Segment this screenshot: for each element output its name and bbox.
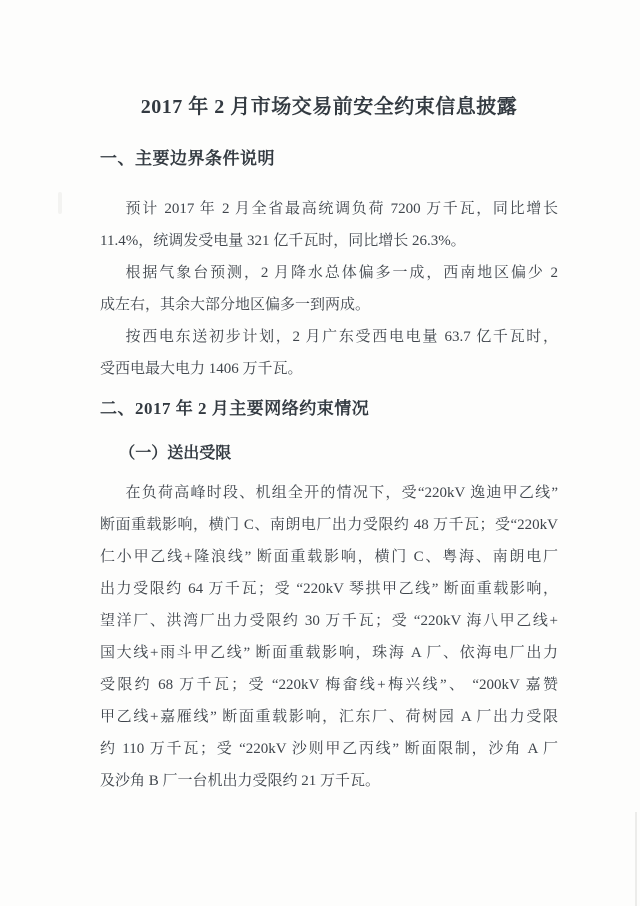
section-1-body (100, 193, 558, 385)
document-content (100, 0, 558, 797)
text-line: 预计 2017 年 2 月全省最高统调负荷 7200 万千瓦，同比增长 (125, 201, 558, 217)
text-line: 及沙角 B 厂一台机出力受限约 21 万千瓦。 (100, 773, 381, 789)
text-line: 断面重载影响，横门 C、南朗电厂出力受限约 48 万千瓦；受“220kV (100, 517, 558, 533)
document-title: 2017 年 2 月市场交易前安全约束信息披露 (140, 96, 518, 118)
text-line: 成左右，其余大部分地区偏多一到两成。 (100, 297, 371, 313)
text-line: 甲乙线+嘉雁线” 断面重载影响，汇东厂、荷树园 A 厂出力受限 (100, 709, 558, 725)
text-line: 按西电东送初步计划，2 月广东受西电电量 63.7 亿千瓦时， (125, 329, 558, 345)
text-line: 受限约 68 万千瓦；受 “220kV 梅畲线+梅兴线”、 “200kV 嘉赞 (100, 677, 558, 693)
text-line: 受西电最大电力 1406 万千瓦。 (100, 361, 303, 377)
section-1-heading: 一、主要边界条件说明 (100, 149, 275, 168)
paragraph-output-constraints (100, 477, 558, 797)
paragraph-west-east-power (100, 321, 558, 385)
text-line: 出力受限约 64 万千瓦；受 “220kV 琴拱甲乙线” 断面重载影响， (100, 581, 558, 597)
text-line: 仁小甲乙线+隆浪线” 断面重载影响，横门 C、粤海、南朗电厂 (100, 549, 558, 565)
scan-smudge-artifact (58, 192, 62, 214)
text-line: 望洋厂、洪湾厂出力受限约 30 万千瓦；受 “220kV 海八甲乙线+ (100, 613, 558, 629)
paragraph-load-forecast (100, 193, 558, 257)
text-line: 约 110 万千瓦；受 “220kV 沙则甲乙丙线” 断面限制，沙角 A 厂 (100, 741, 558, 757)
subsection-1-heading: （一）送出受限 (119, 445, 232, 462)
text-line: 11.4%，统调发受电量 321 亿千瓦时，同比增长 26.3%。 (100, 233, 466, 249)
text-line: 在负荷高峰时段、机组全开的情况下，受“220kV 逸迪甲乙线” (125, 485, 558, 501)
text-line: 根据气象台预测，2 月降水总体偏多一成，西南地区偏少 2 (125, 265, 558, 281)
section-2-heading: 二、2017 年 2 月主要网络约束情况 (100, 399, 370, 418)
paragraph-weather-forecast (100, 257, 558, 321)
scan-edge-artifact (635, 812, 637, 906)
text-line: 国大线+雨斗甲乙线” 断面重载影响，珠海 A 厂、依海电厂出力 (100, 645, 558, 661)
